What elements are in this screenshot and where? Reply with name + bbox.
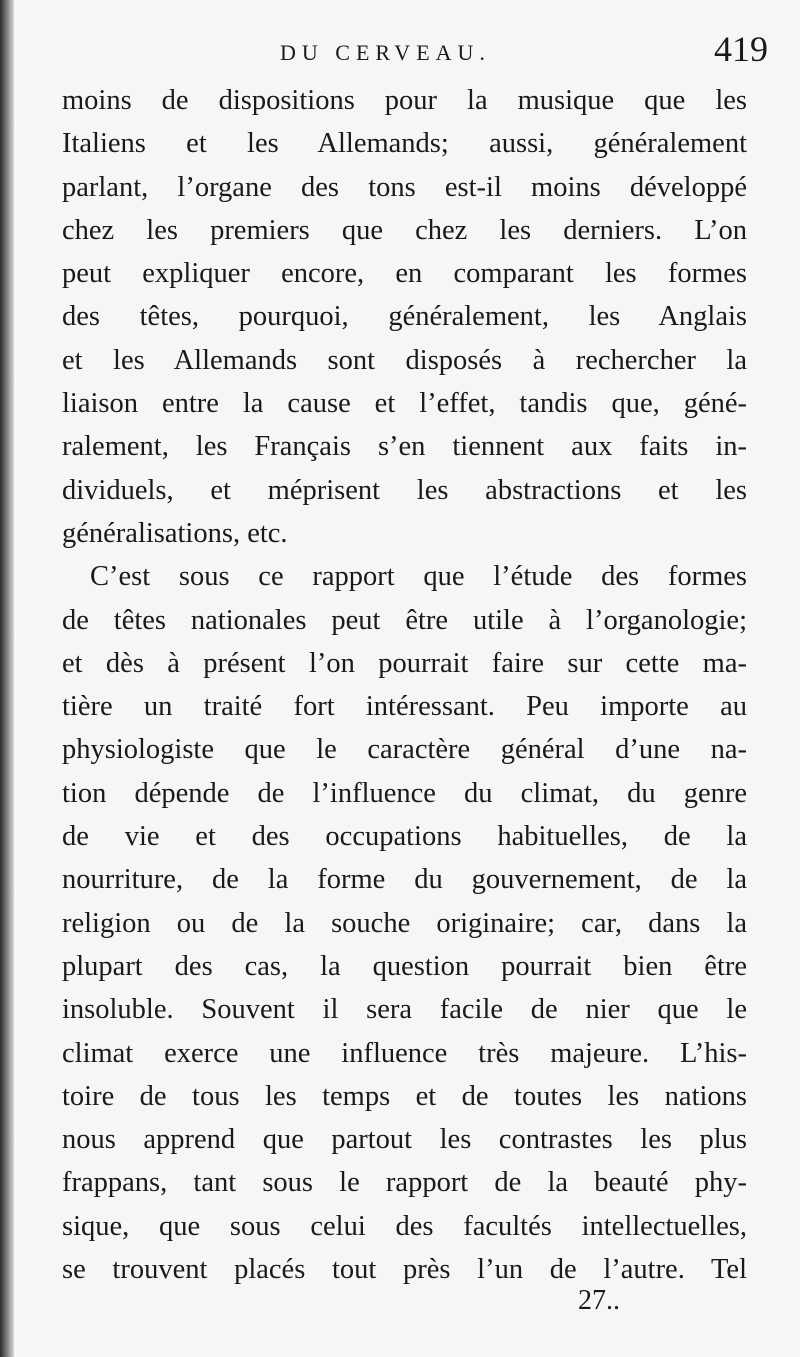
text-line: peut expliquer encore, en comparant les formes <box>62 258 747 290</box>
text-line: Italiens et les Allemands; aussi, généralement <box>62 128 747 160</box>
text-line: toire de tous les temps et de toutes les nations <box>62 1080 747 1112</box>
text-line: et les Allemands sont disposés à rechercher la <box>62 344 747 376</box>
text-line: C’est sous ce rapport que l’étude des formes <box>90 561 747 593</box>
text-line: frappans, tant sous le rapport de la beauté phy- <box>62 1167 747 1199</box>
text-line: nous apprend que partout les contrastes les plus <box>62 1124 747 1156</box>
signature-mark: 27.. <box>578 1285 620 1316</box>
page-number: 419 <box>714 29 768 69</box>
text-line: chez les premiers que chez les derniers. L’on <box>62 214 747 246</box>
text-line: nourriture, de la forme du gouvernement, de la <box>62 864 747 896</box>
text-line: climat exerce une influence très majeure. L’his- <box>62 1037 747 1069</box>
text-line: généralisations, etc. <box>62 517 288 549</box>
text-line: tion dépende de l’influence du climat, du genre <box>62 777 747 809</box>
text-line: moins de dispositions pour la musique que les <box>62 85 747 116</box>
text-line: insoluble. Souvent il sera facile de nier que le <box>62 994 747 1026</box>
text-line: de têtes nationales peut être utile à l’organologie; <box>62 604 747 636</box>
running-head: DU CERVEAU. <box>280 40 491 65</box>
text-line: plupart des cas, la question pourrait bien être <box>62 950 747 982</box>
binding-edge <box>0 0 14 1357</box>
text-line: physiologiste que le caractère général d’une na- <box>62 734 747 766</box>
text-line: tière un traité fort intéressant. Peu importe au <box>62 691 747 723</box>
body-text <box>62 79 747 1291</box>
text-line: parlant, l’organe des tons est-il moins développé <box>62 171 747 203</box>
text-line: religion ou de la souche originaire; car, dans la <box>62 907 747 939</box>
text-line: sique, que sous celui des facultés intellectuelles, <box>62 1210 747 1242</box>
text-line: se trouvent placés tout près l’un de l’autre. Tel <box>62 1254 747 1286</box>
text-line: de vie et des occupations habituelles, de la <box>62 821 747 853</box>
text-line: liaison entre la cause et l’effet, tandis que, géné- <box>62 388 747 420</box>
text-line: dividuels, et méprisent les abstractions et les <box>62 474 747 506</box>
text-line: et dès à présent l’on pourrait faire sur cette ma- <box>62 647 747 679</box>
text-line: des têtes, pourquoi, généralement, les Anglais <box>62 301 747 333</box>
text-line: ralement, les Français s’en tiennent aux faits in- <box>62 431 747 463</box>
